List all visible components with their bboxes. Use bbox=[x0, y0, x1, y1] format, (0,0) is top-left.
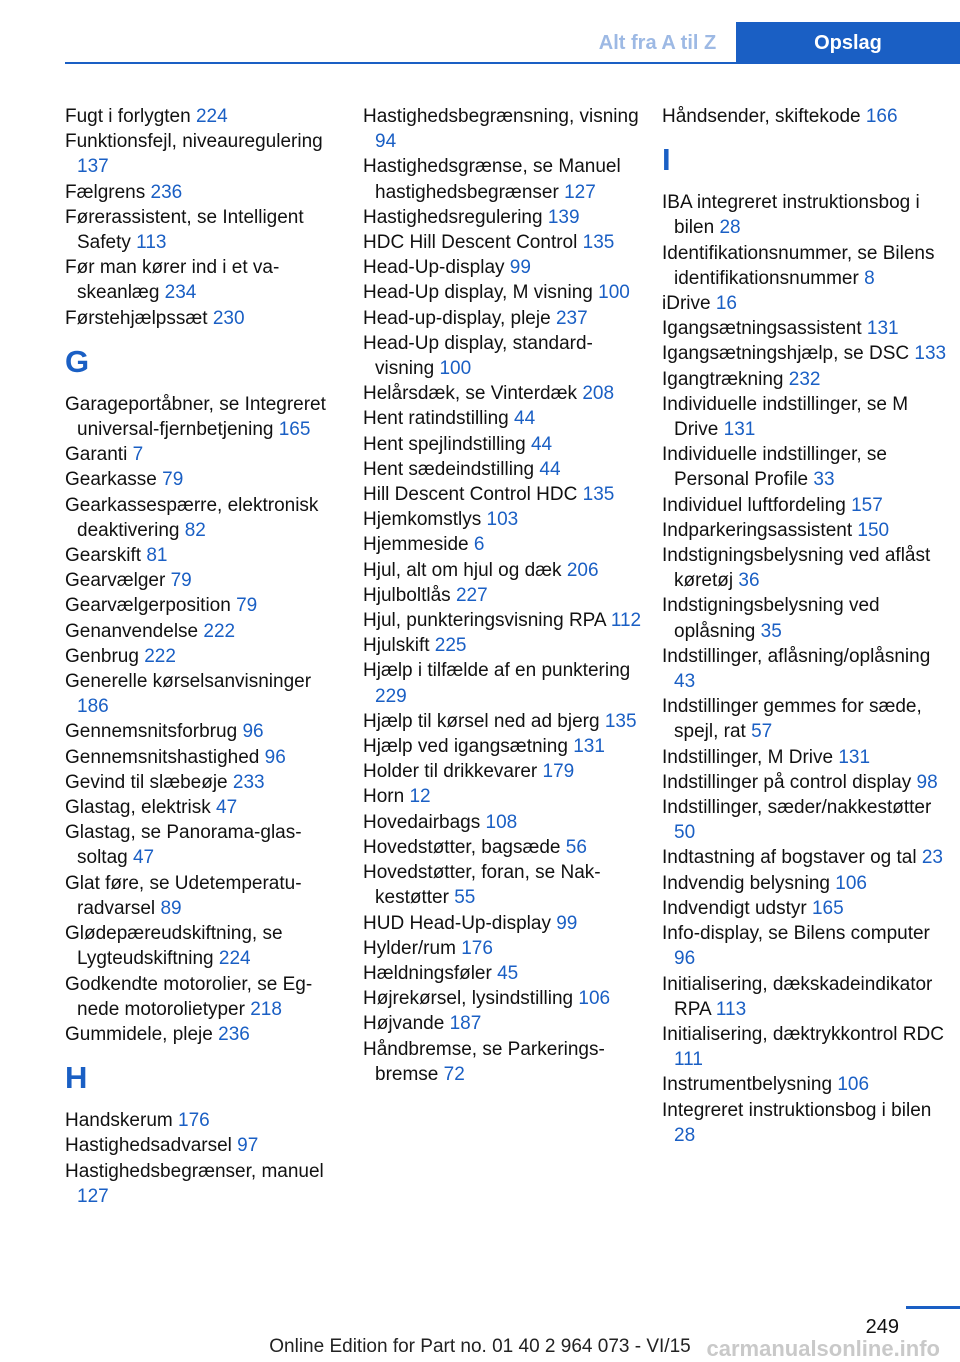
index-entry bbox=[65, 1159, 345, 1209]
index-entry bbox=[363, 457, 643, 482]
index-entry-text: Garageportåbner, se Integreret universal-fjernbetjening bbox=[65, 393, 326, 441]
index-page-link[interactable]: 113 bbox=[715, 998, 747, 1020]
index-entry bbox=[363, 709, 643, 734]
index-entry-text: Indstillinger, aflåsning/oplåsning bbox=[662, 645, 931, 667]
index-page-link[interactable]: 127 bbox=[77, 1185, 109, 1207]
index-page-link[interactable]: 28 bbox=[719, 217, 741, 239]
index-page-link[interactable]: 12 bbox=[409, 786, 431, 808]
index-page-link[interactable]: 56 bbox=[565, 836, 587, 858]
index-page-link[interactable]: 55 bbox=[454, 887, 476, 909]
index-entry-text: Hovedstøtter, bagsæde bbox=[363, 836, 561, 858]
index-entry bbox=[363, 936, 643, 961]
index-entry bbox=[662, 442, 952, 492]
index-entry-text: Hjul, alt om hjul og dæk bbox=[363, 559, 562, 581]
index-page-link[interactable]: 232 bbox=[788, 368, 821, 390]
index-entry bbox=[662, 190, 952, 240]
index-page-link[interactable]: 89 bbox=[160, 897, 182, 919]
index-page-link[interactable]: 79 bbox=[170, 570, 192, 592]
index-page-link[interactable]: 176 bbox=[461, 937, 493, 959]
index-entry bbox=[65, 972, 345, 1022]
index-page-link[interactable]: 135 bbox=[582, 484, 615, 506]
index-entry-text: Hovedstøtter, foran, se Nakkestøtter bbox=[363, 862, 601, 909]
index-page-link[interactable]: 79 bbox=[236, 595, 258, 617]
index-entry bbox=[662, 341, 952, 366]
index-page-link[interactable]: 131 bbox=[573, 736, 605, 758]
index-entry bbox=[363, 532, 643, 557]
index-page-link[interactable]: 133 bbox=[914, 343, 947, 365]
index-entry-text: Indstillinger gemmes for sæde, spejl, rat bbox=[662, 696, 922, 743]
index-page-link[interactable]: 113 bbox=[136, 232, 167, 254]
index-entry bbox=[65, 745, 345, 770]
index-entry-text: Indparkeringsassistent bbox=[662, 519, 853, 541]
index-entry bbox=[65, 467, 345, 492]
index-column-1 bbox=[65, 104, 345, 1209]
index-entry-text: iDrive bbox=[662, 293, 711, 315]
index-entry bbox=[65, 619, 345, 644]
index-page-link[interactable]: 44 bbox=[539, 458, 561, 480]
index-entry bbox=[662, 593, 952, 643]
index-entry bbox=[65, 1022, 345, 1047]
index-page-link[interactable]: 135 bbox=[582, 232, 615, 254]
index-entry bbox=[662, 493, 952, 518]
index-entry-text: Indstillinger på control display bbox=[662, 771, 912, 793]
index-entry-text: Instrumentbelysning bbox=[662, 1074, 833, 1096]
index-page-link[interactable]: 99 bbox=[556, 912, 578, 934]
index-page-link[interactable]: 108 bbox=[485, 811, 518, 833]
page-number: 249 bbox=[865, 1316, 899, 1338]
index-entry-text: Hjælp ved igangsætning bbox=[363, 736, 568, 758]
index-page-link[interactable]: 106 bbox=[835, 872, 867, 894]
index-entry bbox=[363, 558, 643, 583]
index-entry bbox=[363, 1011, 643, 1036]
index-entry-text: Hent sædeindstilling bbox=[363, 458, 535, 480]
index-entry-text: Integreret instruktionsbog i bilen bbox=[662, 1099, 932, 1121]
index-entry-text: Hent spejlindstilling bbox=[363, 433, 526, 455]
index-entry bbox=[65, 719, 345, 744]
index-page-link[interactable]: 8 bbox=[864, 267, 875, 289]
index-entry bbox=[363, 633, 643, 658]
index-entry bbox=[363, 205, 643, 230]
index-letter-heading: G bbox=[65, 343, 90, 379]
index-entry-text: Indstigningsbelysning ved oplåsning bbox=[662, 595, 880, 642]
index-entry bbox=[662, 871, 952, 896]
index-entry bbox=[662, 1098, 952, 1148]
index-entry bbox=[65, 770, 345, 795]
index-entry-text: Hældningsføler bbox=[363, 962, 492, 984]
index-page-link[interactable]: 96 bbox=[674, 948, 696, 970]
index-entry-text: Initialisering, dæktrykkontrol RDC bbox=[662, 1023, 944, 1045]
index-page-link[interactable]: 206 bbox=[566, 559, 599, 581]
index-entry bbox=[65, 180, 345, 205]
index-column-2 bbox=[363, 104, 643, 1087]
index-entry bbox=[65, 921, 345, 971]
index-entry-text: Identifikationsnummer, se Bilens identifikationsnummer bbox=[662, 242, 935, 289]
index-entry bbox=[65, 104, 345, 129]
index-entry bbox=[662, 694, 952, 744]
index-entry-text: Hjemmeside bbox=[363, 534, 469, 556]
index-entry bbox=[662, 770, 952, 795]
index-page-link[interactable]: 187 bbox=[449, 1013, 482, 1035]
index-entry-text: Førerassistent, se Intelligent Safety bbox=[65, 206, 304, 254]
index-page-link[interactable]: 79 bbox=[162, 469, 184, 491]
index-page-link[interactable]: 28 bbox=[674, 1124, 696, 1146]
index-entry bbox=[65, 871, 345, 921]
index-page-link[interactable]: 237 bbox=[555, 307, 588, 329]
index-entry bbox=[363, 608, 643, 633]
index-entry-text: Gevind til slæbeøje bbox=[65, 771, 228, 793]
index-entry-text: Højrekørsel, lysindstilling bbox=[363, 988, 574, 1010]
footer-edition: Online Edition for Part no. 01 40 2 964 073 - VI/15 bbox=[269, 1336, 691, 1357]
index-entry-text: Horn bbox=[363, 786, 405, 808]
index-page-link[interactable]: 44 bbox=[530, 433, 553, 455]
index-page-link[interactable]: 106 bbox=[578, 988, 611, 1010]
index-entry bbox=[363, 482, 643, 507]
index-entry-text: Info-display, se Bilens computer bbox=[662, 923, 930, 945]
section-tab[interactable]: Alt fra A til Z bbox=[598, 32, 717, 54]
index-entry bbox=[363, 306, 643, 331]
index-entry bbox=[65, 644, 345, 669]
index-page-link[interactable]: 165 bbox=[278, 419, 311, 441]
index-entry bbox=[363, 911, 643, 936]
index-entry-text: Glastag, elektrisk bbox=[65, 797, 211, 819]
index-entry bbox=[65, 392, 345, 442]
index-entry bbox=[363, 860, 643, 910]
index-page-link[interactable]: 44 bbox=[514, 408, 536, 430]
index-page-link[interactable]: 47 bbox=[216, 797, 238, 819]
index-page-link[interactable]: 7 bbox=[132, 444, 144, 466]
index-entry-text: Hjælp i tilfælde af en punktering bbox=[363, 660, 631, 682]
watermark: carmanualsonline.info bbox=[706, 1336, 940, 1361]
index-entry-text: Gearskift bbox=[65, 545, 142, 567]
index-entry-text: Hovedairbags bbox=[363, 811, 481, 833]
index-entry bbox=[662, 543, 952, 593]
index-page-link[interactable]: 139 bbox=[547, 206, 580, 228]
index-entry-text: HUD Head-Up-display bbox=[363, 912, 551, 934]
index-entry-text: Head-up-display, pleje bbox=[363, 307, 551, 329]
index-entry bbox=[363, 961, 643, 986]
index-page-link[interactable]: 137 bbox=[77, 156, 109, 178]
index-entry bbox=[65, 205, 345, 255]
index-letter-heading: I bbox=[662, 142, 671, 178]
lookup-tab[interactable]: Opslag bbox=[736, 22, 960, 64]
index-entry-text: Genbrug bbox=[65, 645, 139, 667]
index-page-link[interactable]: 157 bbox=[851, 494, 883, 516]
index-entry bbox=[363, 406, 643, 431]
index-page-link[interactable]: 82 bbox=[184, 519, 206, 541]
index-entry-text: Individuel luftfordeling bbox=[662, 494, 846, 516]
index-page-link[interactable]: 45 bbox=[497, 962, 519, 984]
index-entry-text: Garanti bbox=[65, 444, 128, 466]
index-entry-text: Hent ratindstilling bbox=[363, 408, 509, 430]
index-entry bbox=[363, 432, 643, 457]
index-entry-text: Handskerum bbox=[65, 1110, 173, 1132]
index-page-link[interactable]: 100 bbox=[439, 358, 472, 380]
index-page-link[interactable]: 103 bbox=[486, 509, 519, 531]
index-entry bbox=[363, 810, 643, 835]
index-page-link[interactable]: 35 bbox=[760, 620, 782, 642]
index-page-link[interactable]: 97 bbox=[237, 1135, 259, 1157]
index-entry bbox=[363, 784, 643, 809]
index-page-link[interactable]: 106 bbox=[837, 1074, 870, 1096]
index-page-link[interactable]: 50 bbox=[674, 822, 696, 844]
index-entry-text: Fælgrens bbox=[65, 181, 146, 203]
index-entry-text: Genanvendelse bbox=[65, 620, 199, 642]
index-entry bbox=[65, 442, 345, 467]
index-page-link[interactable]: 131 bbox=[838, 746, 871, 768]
index-entry-text: Højvande bbox=[363, 1013, 445, 1035]
index-entry-text: Glødepæreudskiftning, se Lygteudskiftning bbox=[65, 923, 283, 970]
index-page-link[interactable]: 47 bbox=[132, 847, 155, 869]
index-page-link[interactable]: 179 bbox=[542, 761, 575, 783]
index-page-link[interactable]: 208 bbox=[582, 383, 615, 405]
index-page-link[interactable]: 81 bbox=[146, 545, 168, 567]
index-entry bbox=[65, 493, 345, 543]
index-entry bbox=[662, 291, 952, 316]
index-entry-text: Igangsætningsassistent bbox=[662, 318, 862, 340]
index-entry bbox=[363, 230, 643, 255]
index-entry bbox=[662, 845, 952, 870]
index-entry bbox=[363, 835, 643, 860]
index-entry bbox=[65, 568, 345, 593]
index-entry bbox=[363, 1037, 643, 1087]
index-entry-text: Hjulboltlås bbox=[363, 584, 451, 606]
index-entry bbox=[65, 593, 345, 618]
index-entry bbox=[363, 154, 643, 204]
index-page-link[interactable]: 150 bbox=[857, 519, 890, 541]
index-entry-text: Førstehjælpssæt bbox=[65, 307, 208, 329]
index-page-link[interactable]: 33 bbox=[813, 469, 835, 491]
index-page-link[interactable]: 131 bbox=[723, 419, 756, 441]
index-entry-text: Håndbremse, se Parkeringsbremse bbox=[363, 1038, 605, 1085]
index-entry-text: Hastighedsadvarsel bbox=[65, 1135, 232, 1157]
index-entry bbox=[662, 316, 952, 341]
index-entry-text: Funktionsfejl, niveauregulering bbox=[65, 131, 323, 153]
index-entry bbox=[662, 518, 952, 543]
index-entry bbox=[363, 734, 643, 759]
index-entry bbox=[662, 1072, 952, 1097]
index-entry-text: Hastighedsregulering bbox=[363, 206, 543, 228]
index-entry-text: Glastag, se Panorama-glassoltag bbox=[65, 822, 302, 869]
index-entry-text: Head-Up-display bbox=[363, 257, 505, 279]
index-page-link[interactable]: 230 bbox=[212, 307, 245, 329]
index-entry bbox=[662, 795, 952, 845]
index-page-link[interactable]: 57 bbox=[751, 721, 773, 743]
index-page-link[interactable]: 224 bbox=[195, 106, 228, 127]
index-entry-text: Godkendte motorolier, se Egnede motorolietyper bbox=[65, 973, 313, 1020]
index-entry-text: Gennemsnitsforbrug bbox=[65, 721, 238, 743]
index-page-link[interactable]: 218 bbox=[250, 998, 282, 1020]
index-entry-text: Hjul, punkteringsvisning RPA bbox=[363, 610, 606, 632]
index-page-link[interactable]: 222 bbox=[144, 645, 176, 667]
index-entry-text: Generelle kørselsanvisninger bbox=[65, 671, 312, 693]
index-entry bbox=[662, 367, 952, 392]
index-entry bbox=[65, 669, 345, 719]
index-entry bbox=[662, 1022, 952, 1072]
index-entry bbox=[65, 820, 345, 870]
index-entry bbox=[363, 331, 643, 381]
index-entry-text: Initialisering, dækskadeindikator RPA bbox=[662, 973, 933, 1020]
index-page-link[interactable]: 186 bbox=[77, 696, 109, 718]
index-page-link[interactable]: 16 bbox=[715, 293, 737, 315]
index-page-link[interactable]: 23 bbox=[921, 847, 943, 869]
index-entry-text: Indstigningsbelysning ved aflåst køretøj bbox=[662, 545, 931, 592]
index-page-link[interactable]: 225 bbox=[434, 635, 467, 657]
index-page-link[interactable]: 135 bbox=[604, 710, 637, 732]
index-entry-text: Gearvælgerposition bbox=[65, 595, 231, 617]
index-entry bbox=[662, 392, 952, 442]
index-entry-text: Før man kører ind i et vaskeanlæg bbox=[65, 257, 280, 304]
index-entry bbox=[662, 241, 952, 291]
index-entry bbox=[65, 129, 345, 179]
index-page-link[interactable]: 36 bbox=[738, 570, 760, 592]
index-entry-text: Hastighedsgrænse, se Manuel hastighedsbegrænser bbox=[363, 156, 621, 203]
index-entry bbox=[363, 507, 643, 532]
index-entry-text: Hjemkomstlys bbox=[363, 509, 482, 531]
index-entry-text: Gummidele, pleje bbox=[65, 1023, 213, 1045]
index-entry-text: Hjælp til kørsel ned ad bjerg bbox=[363, 710, 600, 732]
index-page-link[interactable]: 94 bbox=[375, 131, 397, 153]
index-entry-text: Indvendigt udstyr bbox=[662, 897, 807, 919]
index-entry bbox=[363, 583, 643, 608]
index-page-link[interactable]: 98 bbox=[916, 771, 938, 793]
index-page-link[interactable]: 72 bbox=[443, 1063, 465, 1085]
index-entry bbox=[363, 986, 643, 1011]
index-entry-text: Gearkassespærre, elektronisk deaktivering bbox=[65, 494, 319, 541]
index-entry-text: Gennemsnitshastighed bbox=[65, 746, 260, 768]
index-page-link[interactable]: 99 bbox=[509, 257, 531, 279]
index-page-link[interactable]: 127 bbox=[564, 181, 596, 203]
index-entry-text: Hylder/rum bbox=[363, 937, 456, 959]
index-page-link[interactable]: 43 bbox=[674, 671, 696, 693]
index-entry-text: Head-Up display, M visning bbox=[363, 282, 593, 304]
index-page-link[interactable]: 165 bbox=[811, 897, 844, 919]
index-entry bbox=[363, 280, 643, 305]
index-entry-text: Indstillinger, sæder/nakkestøtter bbox=[662, 797, 932, 819]
index-entry-text: Hjulskift bbox=[363, 635, 430, 657]
index-entry-text: Indvendig belysning bbox=[662, 872, 830, 894]
index-entry-text: IBA integreret instruktionsbog i bilen bbox=[662, 192, 920, 239]
index-entry bbox=[662, 896, 952, 921]
index-entry-text: Glat føre, se Udetemperaturadvarsel bbox=[65, 872, 302, 919]
index-entry-text: Igangtrækning bbox=[662, 368, 784, 390]
index-page-link[interactable]: 229 bbox=[375, 685, 407, 707]
index-entry-text: Holder til drikkevarer bbox=[363, 761, 538, 783]
index-page-link[interactable]: 112 bbox=[610, 610, 642, 632]
index-page-link[interactable]: 111 bbox=[674, 1049, 703, 1071]
index-page-link[interactable]: 96 bbox=[242, 721, 264, 743]
index-entry bbox=[363, 759, 643, 784]
index-page-link[interactable]: 176 bbox=[178, 1110, 210, 1132]
index-entry-text: Hastighedsbegrænser, manuel bbox=[65, 1160, 324, 1182]
index-entry bbox=[65, 795, 345, 820]
index-entry-text: Gearvælger bbox=[65, 570, 166, 592]
index-entry-text: Gearkasse bbox=[65, 469, 157, 491]
index-entry bbox=[662, 745, 952, 770]
index-page-link[interactable]: 236 bbox=[150, 181, 183, 203]
index-page-link[interactable]: 100 bbox=[598, 282, 630, 304]
index-entry-text: Indtastning af bogstaver og tal bbox=[662, 847, 917, 869]
index-entry bbox=[65, 1108, 345, 1133]
index-entry bbox=[662, 104, 952, 129]
index-letter-heading: H bbox=[65, 1060, 88, 1096]
index-entry bbox=[65, 1133, 345, 1158]
index-entry-text: Helårsdæk, se Vinterdæk bbox=[363, 383, 578, 405]
index-page-link[interactable]: 234 bbox=[164, 282, 197, 304]
index-column-3 bbox=[662, 104, 952, 1148]
index-page-link[interactable]: 227 bbox=[455, 584, 488, 606]
index-entry bbox=[65, 306, 345, 331]
index-page-link[interactable]: 131 bbox=[866, 318, 899, 340]
index-page-link[interactable]: 236 bbox=[218, 1023, 250, 1045]
index-page-link[interactable]: 6 bbox=[473, 534, 485, 556]
index-page-link[interactable]: 224 bbox=[218, 948, 251, 970]
index-entry bbox=[363, 104, 643, 154]
index-entry bbox=[662, 921, 952, 971]
index-entry-text: Head-Up display, standardvisning bbox=[363, 332, 593, 380]
index-entry bbox=[65, 255, 345, 305]
index-entry-text: Igangsætningshjælp, se DSC bbox=[662, 343, 910, 365]
index-entry-text: Individuelle indstillinger, se M Drive bbox=[662, 393, 909, 441]
index-entry-text: Hill Descent Control HDC bbox=[363, 484, 578, 506]
index-entry-text: HDC Hill Descent Control bbox=[363, 232, 578, 254]
index-entry bbox=[65, 543, 345, 568]
index-entry-text: Håndsender, skiftekode bbox=[662, 106, 861, 127]
index-entry-text: Fugt i forlygten bbox=[65, 106, 191, 127]
index-entry-text: Hastighedsbegrænsning, visning bbox=[363, 106, 639, 127]
index-entry-text: Indstillinger, M Drive bbox=[662, 746, 834, 768]
index-page-link[interactable]: 222 bbox=[203, 620, 236, 642]
index-entry-text: Individuelle indstillinger, se Personal Profile bbox=[662, 444, 887, 491]
index-entry bbox=[662, 644, 952, 694]
page-number-rule bbox=[906, 1306, 960, 1309]
index-page-link[interactable]: 96 bbox=[264, 746, 286, 768]
index-entry bbox=[363, 255, 643, 280]
index-page-link[interactable]: 166 bbox=[865, 106, 898, 127]
index-page-link[interactable]: 233 bbox=[232, 771, 265, 793]
index-entry bbox=[363, 658, 643, 708]
index-entry bbox=[662, 972, 952, 1022]
index-entry bbox=[363, 381, 643, 406]
